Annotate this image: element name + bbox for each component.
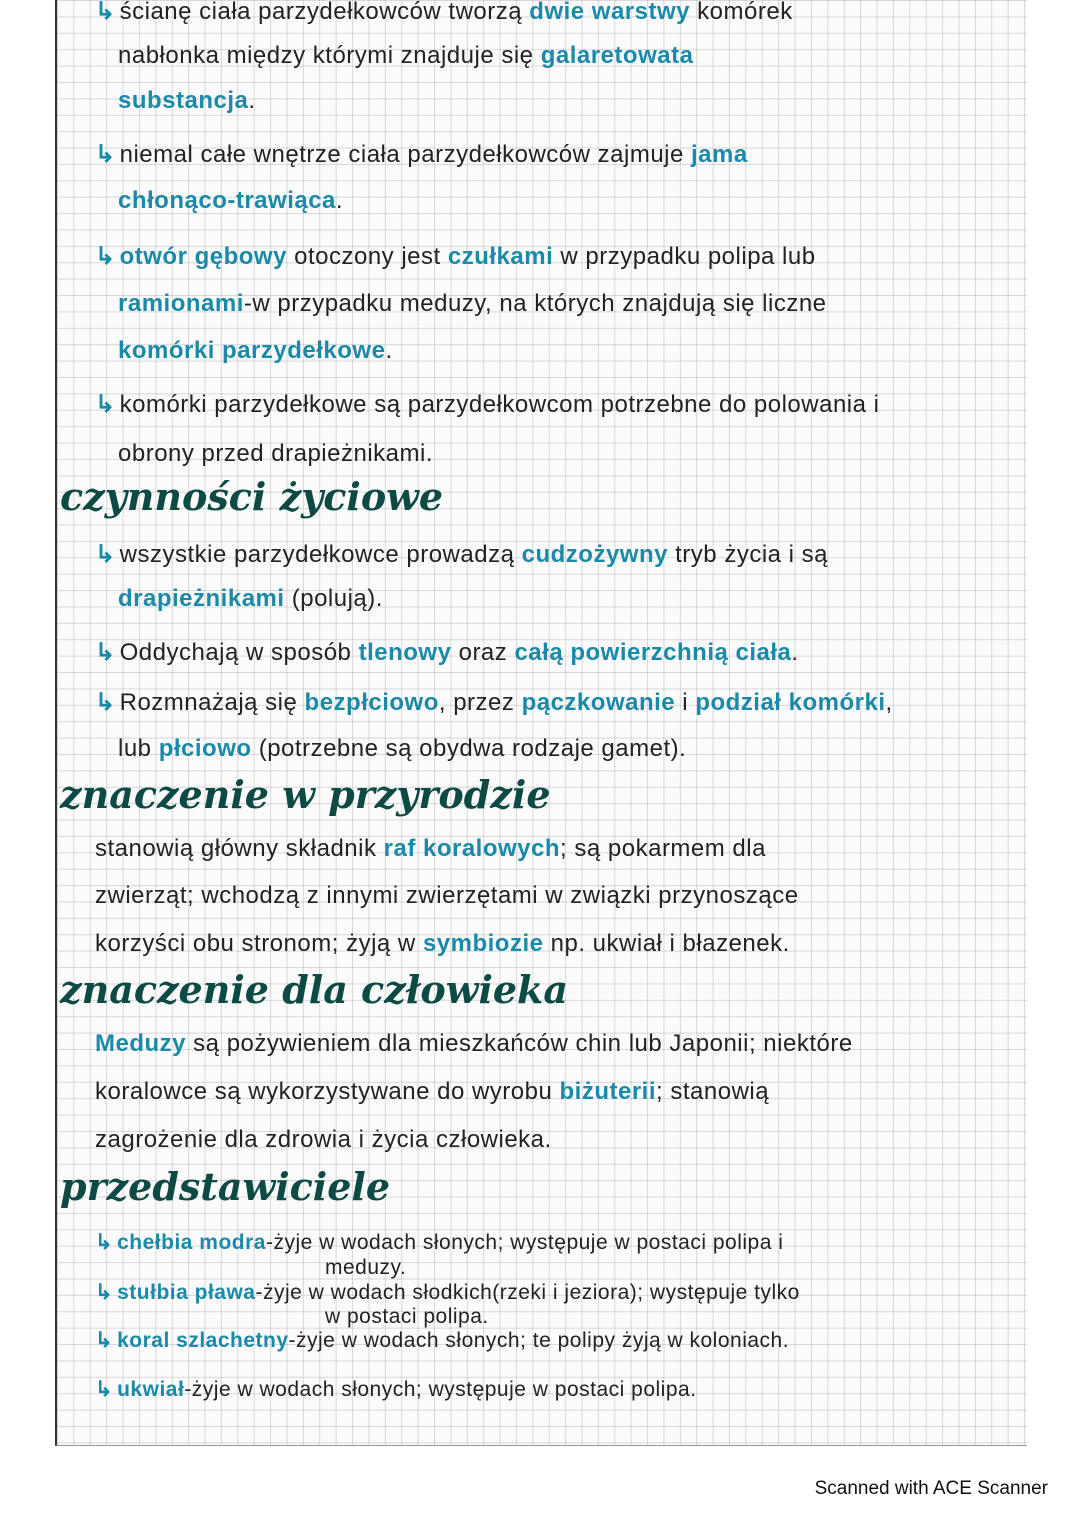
bullet-arrow-icon: ↳ xyxy=(95,1231,114,1254)
note-text: wszystkie parzydełkowce prowadzą xyxy=(119,541,522,568)
note-line xyxy=(95,930,790,958)
note-text: Rozmnażają się xyxy=(119,689,305,716)
note-line xyxy=(118,290,827,318)
note-text: korzyści obu stronom; żyją w xyxy=(95,930,423,957)
bullet-arrow-icon: ↳ xyxy=(95,1329,114,1352)
note-line xyxy=(95,1030,853,1058)
note-line xyxy=(95,1230,783,1255)
highlighted-term: podział komórki xyxy=(695,689,886,716)
highlighted-term: ramionami xyxy=(118,290,244,317)
bullet-arrow-icon: ↳ xyxy=(95,391,116,418)
note-text: . xyxy=(335,187,344,214)
highlighted-term: stułbia pława xyxy=(117,1281,256,1304)
note-line xyxy=(95,540,828,569)
note-text: meduzy. xyxy=(325,1256,407,1279)
heading-life-functions: czynności życiowe xyxy=(60,474,444,519)
highlighted-term: czułkami xyxy=(447,243,554,270)
note-text: -w przypadku meduzy, na których znajdują się liczne xyxy=(243,290,827,317)
note-line xyxy=(95,140,748,169)
note-line xyxy=(95,1280,800,1305)
bullet-arrow-icon: ↳ xyxy=(95,0,116,25)
scanner-watermark: Scanned with ACE Scanner xyxy=(814,1478,1048,1499)
note-line xyxy=(95,1377,697,1402)
highlighted-term: drapieżnikami xyxy=(118,585,285,612)
note-line xyxy=(118,440,433,468)
highlighted-term: całą powierzchnią ciała xyxy=(514,639,792,666)
highlighted-term: tlenowy xyxy=(358,639,452,666)
note-line xyxy=(95,688,893,717)
note-text: -żyje w wodach słonych; te polipy żyją w koloniach. xyxy=(288,1329,790,1352)
note-text: nabłonka między którymi znajduje się xyxy=(118,42,541,69)
note-text: zagrożenie dla zdrowia i życia człowieka. xyxy=(95,1126,552,1153)
note-text: . xyxy=(248,87,256,114)
note-line xyxy=(95,0,793,26)
note-line xyxy=(325,1256,406,1280)
note-text: w przypadku polipa lub xyxy=(553,243,816,270)
note-text: stanowią główny składnik xyxy=(95,835,384,862)
note-line xyxy=(95,835,766,863)
note-line xyxy=(118,337,393,365)
note-text: ; stanowią xyxy=(656,1078,770,1105)
note-line xyxy=(118,42,693,70)
note-text: lub xyxy=(118,735,159,762)
highlighted-term: biżuterii xyxy=(559,1078,657,1105)
note-text: , xyxy=(885,689,893,716)
highlighted-term: komórki parzydełkowe xyxy=(118,337,386,364)
highlighted-term: bezpłciowo xyxy=(304,689,439,716)
highlighted-term: chłonąco-trawiąca xyxy=(118,187,336,214)
note-text: tryb życia i są xyxy=(667,541,829,568)
highlighted-term: cudzożywny xyxy=(521,541,668,568)
note-text: koralowce są wykorzystywane do wyrobu xyxy=(95,1078,560,1105)
bullet-arrow-icon: ↳ xyxy=(95,141,116,168)
note-text: -żyje w wodach słodkich(rzeki i jeziora); występuje tylko xyxy=(255,1281,800,1304)
bullet-arrow-icon: ↳ xyxy=(95,243,116,270)
heading-role-in-nature: znaczenie w przyrodzie xyxy=(60,772,551,817)
note-text: obrony przed drapieżnikami. xyxy=(118,440,433,467)
bullet-arrow-icon: ↳ xyxy=(95,1378,114,1401)
note-text: ; są pokarmem dla xyxy=(560,835,766,862)
note-line xyxy=(95,882,799,910)
highlighted-term: dwie warstwy xyxy=(529,0,691,25)
note-text: . xyxy=(385,337,393,364)
note-text: otoczony jest xyxy=(286,243,448,270)
bullet-arrow-icon: ↳ xyxy=(95,541,116,568)
highlighted-term: Meduzy xyxy=(95,1030,187,1057)
note-line xyxy=(325,1305,489,1329)
highlighted-term: raf koralowych xyxy=(383,835,561,862)
note-text: , przez xyxy=(438,689,522,716)
highlighted-term: pączkowanie xyxy=(521,689,676,716)
note-text: są pożywieniem dla mieszkańców chin lub Japonii; niektóre xyxy=(186,1030,853,1057)
note-text: zwierząt; wchodzą z innymi zwierzętami w związki przynoszące xyxy=(95,882,799,909)
note-text: niemal całe wnętrze ciała parzydełkowców zajmuje xyxy=(119,141,692,168)
note-text: np. ukwiał i błazenek. xyxy=(543,930,790,957)
note-text: komórki parzydełkowe są parzydełkowcom potrzebne do polowania i xyxy=(119,391,880,418)
note-text: (potrzebne są obydwa rodzaje gamet). xyxy=(251,735,687,762)
note-line xyxy=(118,87,256,115)
note-line xyxy=(118,187,343,215)
note-line xyxy=(95,390,879,419)
bullet-arrow-icon: ↳ xyxy=(95,689,116,716)
note-line xyxy=(118,585,383,613)
highlighted-term: koral szlachetny xyxy=(117,1329,289,1352)
note-text: i xyxy=(675,689,696,716)
note-text: . xyxy=(791,639,799,666)
highlighted-term: galaretowata xyxy=(540,42,694,69)
note-line xyxy=(95,1078,769,1106)
bullet-arrow-icon: ↳ xyxy=(95,639,116,666)
note-text: -żyje w wodach słonych; występuje w postaci polipa. xyxy=(184,1378,697,1401)
bullet-arrow-icon: ↳ xyxy=(95,1281,114,1304)
note-line xyxy=(95,1126,552,1154)
highlighted-term: chełbia modra xyxy=(117,1231,266,1254)
heading-role-for-humans: znaczenie dla człowieka xyxy=(60,967,569,1012)
note-text: komórek xyxy=(690,0,793,25)
note-text: -żyje w wodach słonych; występuje w postaci polipa i xyxy=(266,1231,784,1254)
note-text: w postaci polipa. xyxy=(325,1305,489,1328)
highlighted-term: symbiozie xyxy=(422,930,544,957)
note-line xyxy=(95,242,816,271)
note-line xyxy=(95,638,799,667)
note-text: oraz xyxy=(451,639,515,666)
highlighted-term: otwór gębowy xyxy=(119,243,287,270)
highlighted-term: ukwiał xyxy=(117,1378,185,1401)
note-text: ścianę ciała parzydełkowców tworzą xyxy=(119,0,530,25)
note-text: Oddychają w sposób xyxy=(119,639,359,666)
heading-representatives: przedstawiciele xyxy=(60,1164,390,1209)
note-line xyxy=(95,1328,789,1353)
note-text: (polują). xyxy=(284,585,383,612)
note-line xyxy=(118,735,686,763)
highlighted-term: jama xyxy=(691,141,748,168)
highlighted-term: płciowo xyxy=(158,735,252,762)
highlighted-term: substancja xyxy=(118,87,249,114)
